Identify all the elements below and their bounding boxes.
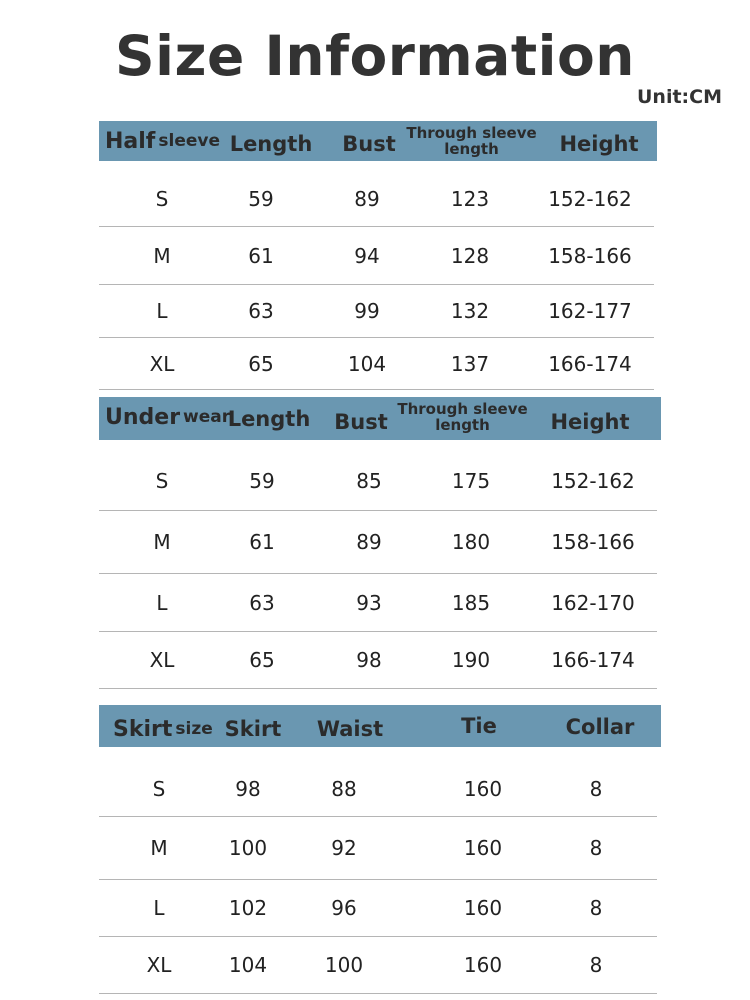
table-row	[99, 761, 657, 817]
header-label-main: Skirt	[113, 716, 173, 742]
table-row	[99, 632, 657, 689]
value-cell: 162-170	[551, 590, 635, 615]
value-cell: 185	[451, 590, 491, 615]
size-table-underwear	[99, 397, 661, 690]
size-cell: S	[155, 186, 169, 211]
size-cell: M	[153, 530, 171, 554]
size-cell: L	[156, 590, 168, 615]
value-cell: 160	[463, 953, 503, 977]
header-label-sub: sleeve	[158, 131, 220, 151]
header-column-two-line: Through sleeve length	[397, 400, 528, 434]
size-cell: XL	[146, 953, 172, 977]
value-cell: 158-166	[551, 530, 635, 554]
value-cell: 96	[331, 896, 357, 920]
value-cell: 59	[248, 186, 274, 211]
value-cell: 104	[347, 351, 387, 376]
value-cell: 180	[451, 530, 491, 554]
value-cell: 89	[354, 186, 380, 211]
size-cell: XL	[149, 351, 175, 376]
size-cell: S	[155, 469, 169, 493]
value-cell: 8	[589, 836, 603, 860]
value-cell: 137	[450, 351, 490, 376]
table-row	[99, 817, 657, 880]
value-cell: 88	[331, 776, 357, 801]
value-cell: 8	[589, 776, 603, 801]
header-column: Bust	[342, 132, 396, 156]
value-cell: 94	[354, 243, 380, 268]
value-cell: 132	[450, 299, 490, 323]
value-cell: 162-177	[548, 299, 632, 323]
value-cell: 166-174	[551, 648, 635, 672]
table-row	[99, 285, 654, 338]
size-cell: L	[153, 896, 165, 920]
header-column: Waist	[316, 717, 384, 741]
table-row	[99, 171, 654, 227]
size-cell: M	[150, 836, 168, 860]
table-row	[99, 880, 657, 937]
value-cell: 65	[248, 351, 274, 376]
page-title: Size Information	[115, 24, 635, 88]
value-cell: 8	[589, 953, 603, 977]
unit-label: Unit:CM	[637, 86, 722, 108]
table-header	[99, 705, 661, 747]
header-column: Bust	[334, 410, 388, 434]
size-cell: S	[152, 776, 166, 801]
value-cell: 100	[228, 836, 268, 860]
value-cell: 166-174	[548, 351, 632, 376]
table-row	[99, 227, 654, 285]
value-cell: 98	[235, 776, 261, 801]
value-cell: 152-162	[548, 186, 632, 211]
value-cell: 8	[589, 896, 603, 920]
size-cell: XL	[149, 648, 175, 672]
header-column: Height	[550, 410, 630, 434]
value-cell: 59	[249, 469, 275, 493]
value-cell: 92	[331, 836, 357, 860]
table-header	[99, 121, 657, 161]
header-label-main: Half	[105, 128, 156, 154]
header-label-sub: size	[175, 719, 213, 739]
value-cell: 89	[356, 530, 382, 554]
header-column: Collar	[565, 715, 635, 739]
value-cell: 123	[450, 186, 490, 211]
value-cell: 160	[463, 776, 503, 801]
value-cell: 152-162	[551, 469, 635, 493]
value-cell: 98	[356, 648, 382, 672]
value-cell: 85	[356, 469, 382, 493]
value-cell: 160	[463, 836, 503, 860]
value-cell: 158-166	[548, 243, 632, 268]
table-row	[99, 937, 657, 994]
header-label-sub: wear	[183, 407, 231, 427]
header-column: Length	[229, 132, 313, 156]
header-label-main: Under	[105, 404, 181, 430]
value-cell: 100	[324, 953, 364, 977]
header-label	[99, 397, 229, 437]
size-cell: L	[156, 299, 168, 323]
table-row	[99, 452, 657, 511]
header-column: Height	[559, 132, 639, 156]
table-row	[99, 511, 657, 574]
size-table-half-sleeve	[99, 121, 657, 391]
value-cell: 175	[451, 469, 491, 493]
size-table-skirt	[99, 705, 661, 995]
value-cell: 65	[249, 648, 275, 672]
value-cell: 102	[228, 896, 268, 920]
value-cell: 104	[228, 953, 268, 977]
value-cell: 99	[354, 299, 380, 323]
value-cell: 160	[463, 896, 503, 920]
header-label	[99, 121, 229, 161]
header-column: Tie	[461, 714, 497, 738]
value-cell: 93	[356, 590, 382, 615]
header-column: Length	[227, 407, 311, 431]
table-row	[99, 338, 654, 390]
value-cell: 63	[249, 590, 275, 615]
value-cell: 128	[450, 243, 490, 268]
value-cell: 63	[248, 299, 274, 323]
table-row	[99, 574, 657, 632]
value-cell: 61	[248, 243, 274, 268]
header-column-two-line: Through sleeve length	[406, 124, 537, 158]
table-header	[99, 397, 661, 440]
value-cell: 61	[249, 530, 275, 554]
value-cell: 190	[451, 648, 491, 672]
header-column: Skirt	[224, 717, 282, 741]
size-cell: M	[153, 243, 171, 268]
